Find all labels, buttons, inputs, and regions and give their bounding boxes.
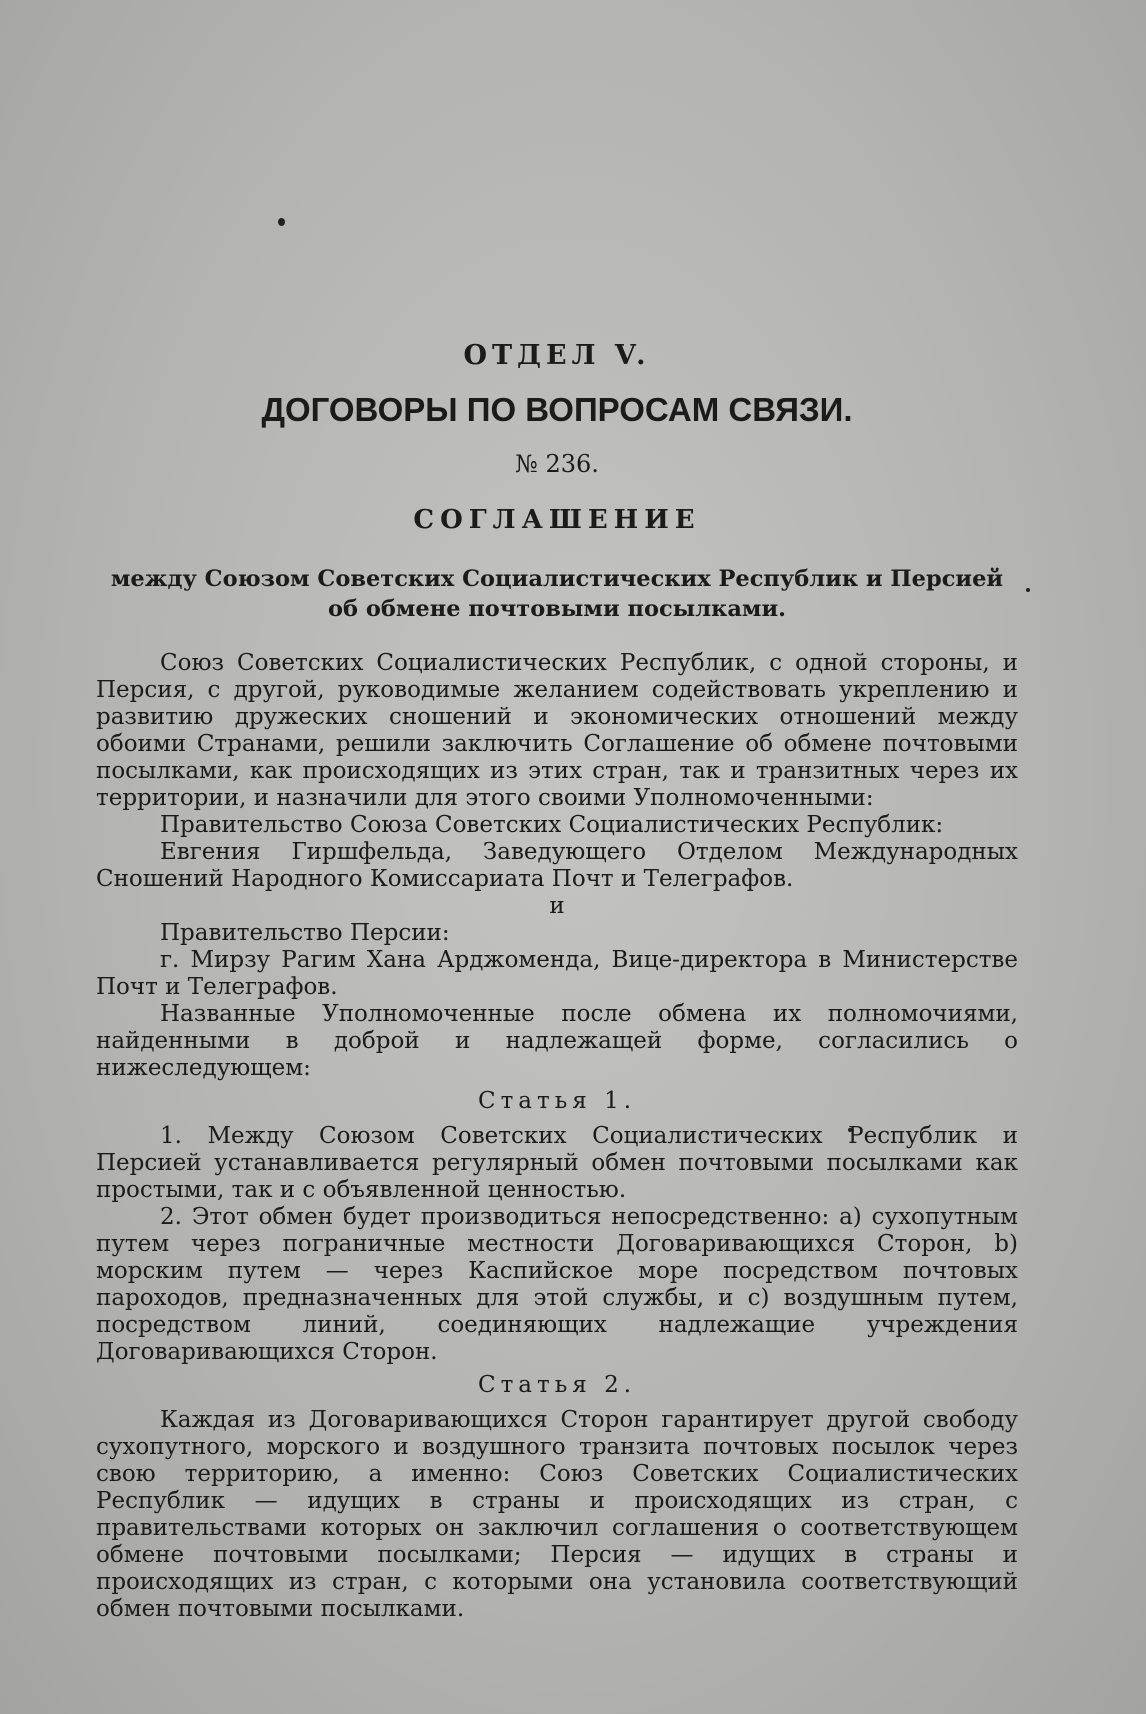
document-body [96, 650, 1018, 1623]
persia-government: Правительство Персии: [160, 920, 450, 946]
article-2-heading: Статья 2. [477, 1372, 637, 1398]
section-label: ОТДЕЛ V. [463, 340, 651, 371]
ussr-plenipotentiary: Евгения Гиршфельда, Заведующего Отделом Международных Сношений Народного Комиссариата Почт и Телеграфов. [96, 839, 1018, 892]
article-1-paragraph-2: 2. Этот обмен будет производиться непосредственно: а) сухопутным путем через пограничные местности Договаривающихся Сторон, b) морским путем — через Каспийское море посредством почтовых пароходов, предназначенных для этой службы, и с) воздушным путем, посредством линий, соединяющих надлежащие учреждения Договаривающихся Сторон. [96, 1204, 1018, 1365]
document-subtitle: между Союзом Советских Социалистических Республик и Персией об обмене почтовыми посылками. [110, 566, 1004, 622]
document-type: СОГЛАШЕНИЕ [413, 505, 701, 535]
conjunction: и [549, 893, 565, 919]
document-number: № 236. [515, 450, 599, 478]
ink-speck [278, 218, 285, 226]
section-title: ДОГОВОРЫ ПО ВОПРОСАМ СВЯЗИ. [261, 391, 853, 428]
article-2-paragraph-1: Каждая из Договаривающихся Сторон гарантирует другой свободу сухопутного, морского и воздушного транзита почтовых посылок через свою территорию, а именно: Союз Советских Социалистических Республик — идущих в страны и происходящих из стран, с правительствами которых он заключил соглашения о соответствующем обмене почтовыми посылками; Персия — идущих в страны и происходящих из стран, с которыми она установила соответствующий обмен почтовыми посылками. [96, 1407, 1018, 1622]
ussr-government: Правительство Союза Советских Социалистических Республик: [160, 812, 944, 838]
persia-plenipotentiary: г. Мирзу Рагим Хана Арджоменда, Вице-директора в Министерстве Почт и Телеграфов. [96, 947, 1018, 1000]
agreement-clause: Названные Уполномоченные после обмена их полномочиями, найденными в доброй и надлежащей форме, согласились о нижеследующем: [96, 1001, 1018, 1081]
article-1-paragraph-1: 1. Между Союзом Советских Социалистических Республик и Персией устанавливается регулярный обмен почтовыми посылками как простыми, так и с объявленной ценностью. [96, 1123, 1018, 1203]
preamble-intro: Союз Советских Социалистических Республик, с одной стороны, и Персия, с другой, руководимые желанием содействовать укреплению и развитию дружеских сношений и экономических отношений между обоими Странами, решили заключить Соглашение об обмене почтовыми посылками, как происходящих из этих стран, так и транзитных через их территории, и назначили для этого своими Уполномоченными: [96, 650, 1018, 811]
document-content [96, 334, 1018, 1623]
article-1-heading: Статья 1. [477, 1088, 637, 1114]
ink-speck [1026, 588, 1030, 592]
